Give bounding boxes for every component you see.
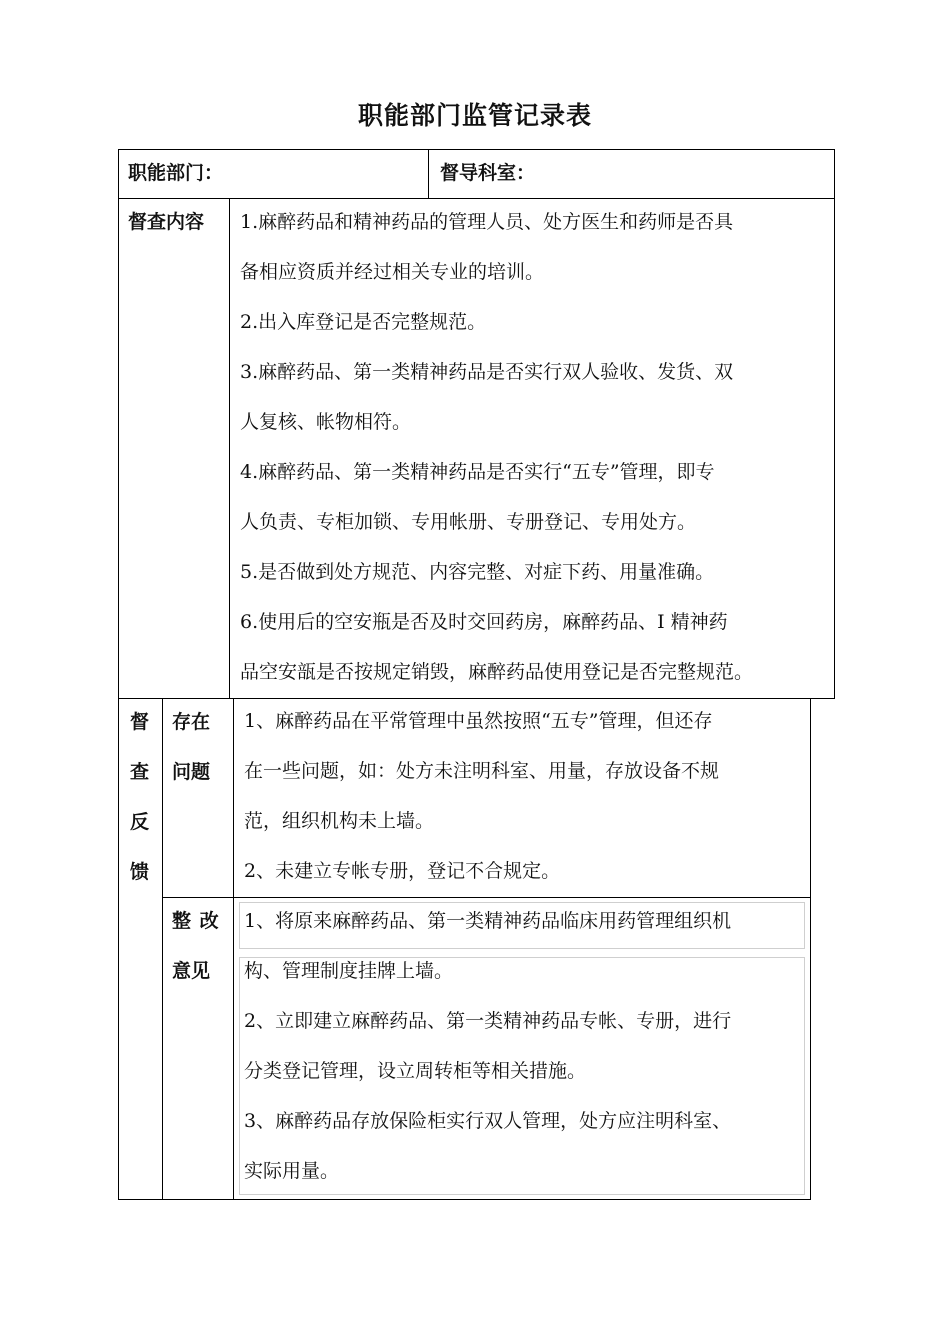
rectification-line: 2、立即建立麻醉药品、第一类精神药品专帐、专册，进行 xyxy=(244,1010,732,1032)
inspection-line: 1.麻醉药品和精神药品的管理人员、处方医生和药师是否具 xyxy=(240,211,734,233)
feedback-divider-1 xyxy=(162,698,163,1200)
supervised-department-label: 督导科室： xyxy=(440,162,536,184)
header-divider xyxy=(428,149,429,199)
rectification-line: 1、将原来麻醉药品、第一类精神药品临床用药管理组织机 xyxy=(244,910,732,932)
inspection-line: 5.是否做到处方规范、内容完整、对症下药、用量准确。 xyxy=(240,561,715,583)
inspection-line: 备相应资质并经过相关专业的培训。 xyxy=(240,261,545,283)
inspection-line: 品空安瓿是否按规定销毁，麻醉药品使用登记是否完整规范。 xyxy=(240,661,754,683)
department-label: 职能部门： xyxy=(128,162,224,184)
rectification-label: 整 改 xyxy=(172,910,220,932)
feedback-divider-2 xyxy=(233,698,234,1200)
problem-line: 在一些问题，如：处方未注明科室、用量，存放设备不规 xyxy=(244,760,720,782)
inspection-line: 2.出入库登记是否完整规范。 xyxy=(240,311,487,333)
problem-line: 1、麻醉药品在平常管理中虽然按照“五专”管理，但还存 xyxy=(244,710,713,732)
inspection-line: 3.麻醉药品、第一类精神药品是否实行双人验收、发货、双 xyxy=(240,361,734,383)
inspection-line: 4.麻醉药品、第一类精神药品是否实行“五专”管理，即专 xyxy=(240,461,715,483)
rectification-line: 实际用量。 xyxy=(244,1160,340,1182)
inspection-divider xyxy=(229,198,230,699)
feedback-label-char: 督 xyxy=(130,711,150,733)
feedback-label-char: 反 xyxy=(130,811,150,833)
inspection-line: 人复核、帐物相符。 xyxy=(240,411,412,433)
page-title: 职能部门监管记录表 xyxy=(357,101,592,130)
rectification-label: 意见 xyxy=(172,960,211,982)
problems-label: 问题 xyxy=(172,761,211,783)
problem-line: 范，组织机构未上墙。 xyxy=(244,810,435,832)
inspection-line: 6.使用后的空安瓶是否及时交回药房，麻醉药品、I 精神药 xyxy=(240,611,728,633)
feedback-label-char: 查 xyxy=(130,761,150,783)
problems-label: 存在 xyxy=(172,711,211,733)
problem-line: 2、未建立专帐专册，登记不合规定。 xyxy=(244,860,561,882)
rectification-line: 构、管理制度挂牌上墙。 xyxy=(244,960,454,982)
rectification-line: 3、麻醉药品存放保险柜实行双人管理，处方应注明科室、 xyxy=(244,1110,732,1132)
rectification-line: 分类登记管理，设立周转柜等相关措施。 xyxy=(244,1060,587,1082)
inspection-line: 人负责、专柜加锁、专用帐册、专册登记、专用处方。 xyxy=(240,511,697,533)
inspection-content-label: 督查内容 xyxy=(128,211,205,233)
feedback-label-char: 馈 xyxy=(130,861,150,883)
